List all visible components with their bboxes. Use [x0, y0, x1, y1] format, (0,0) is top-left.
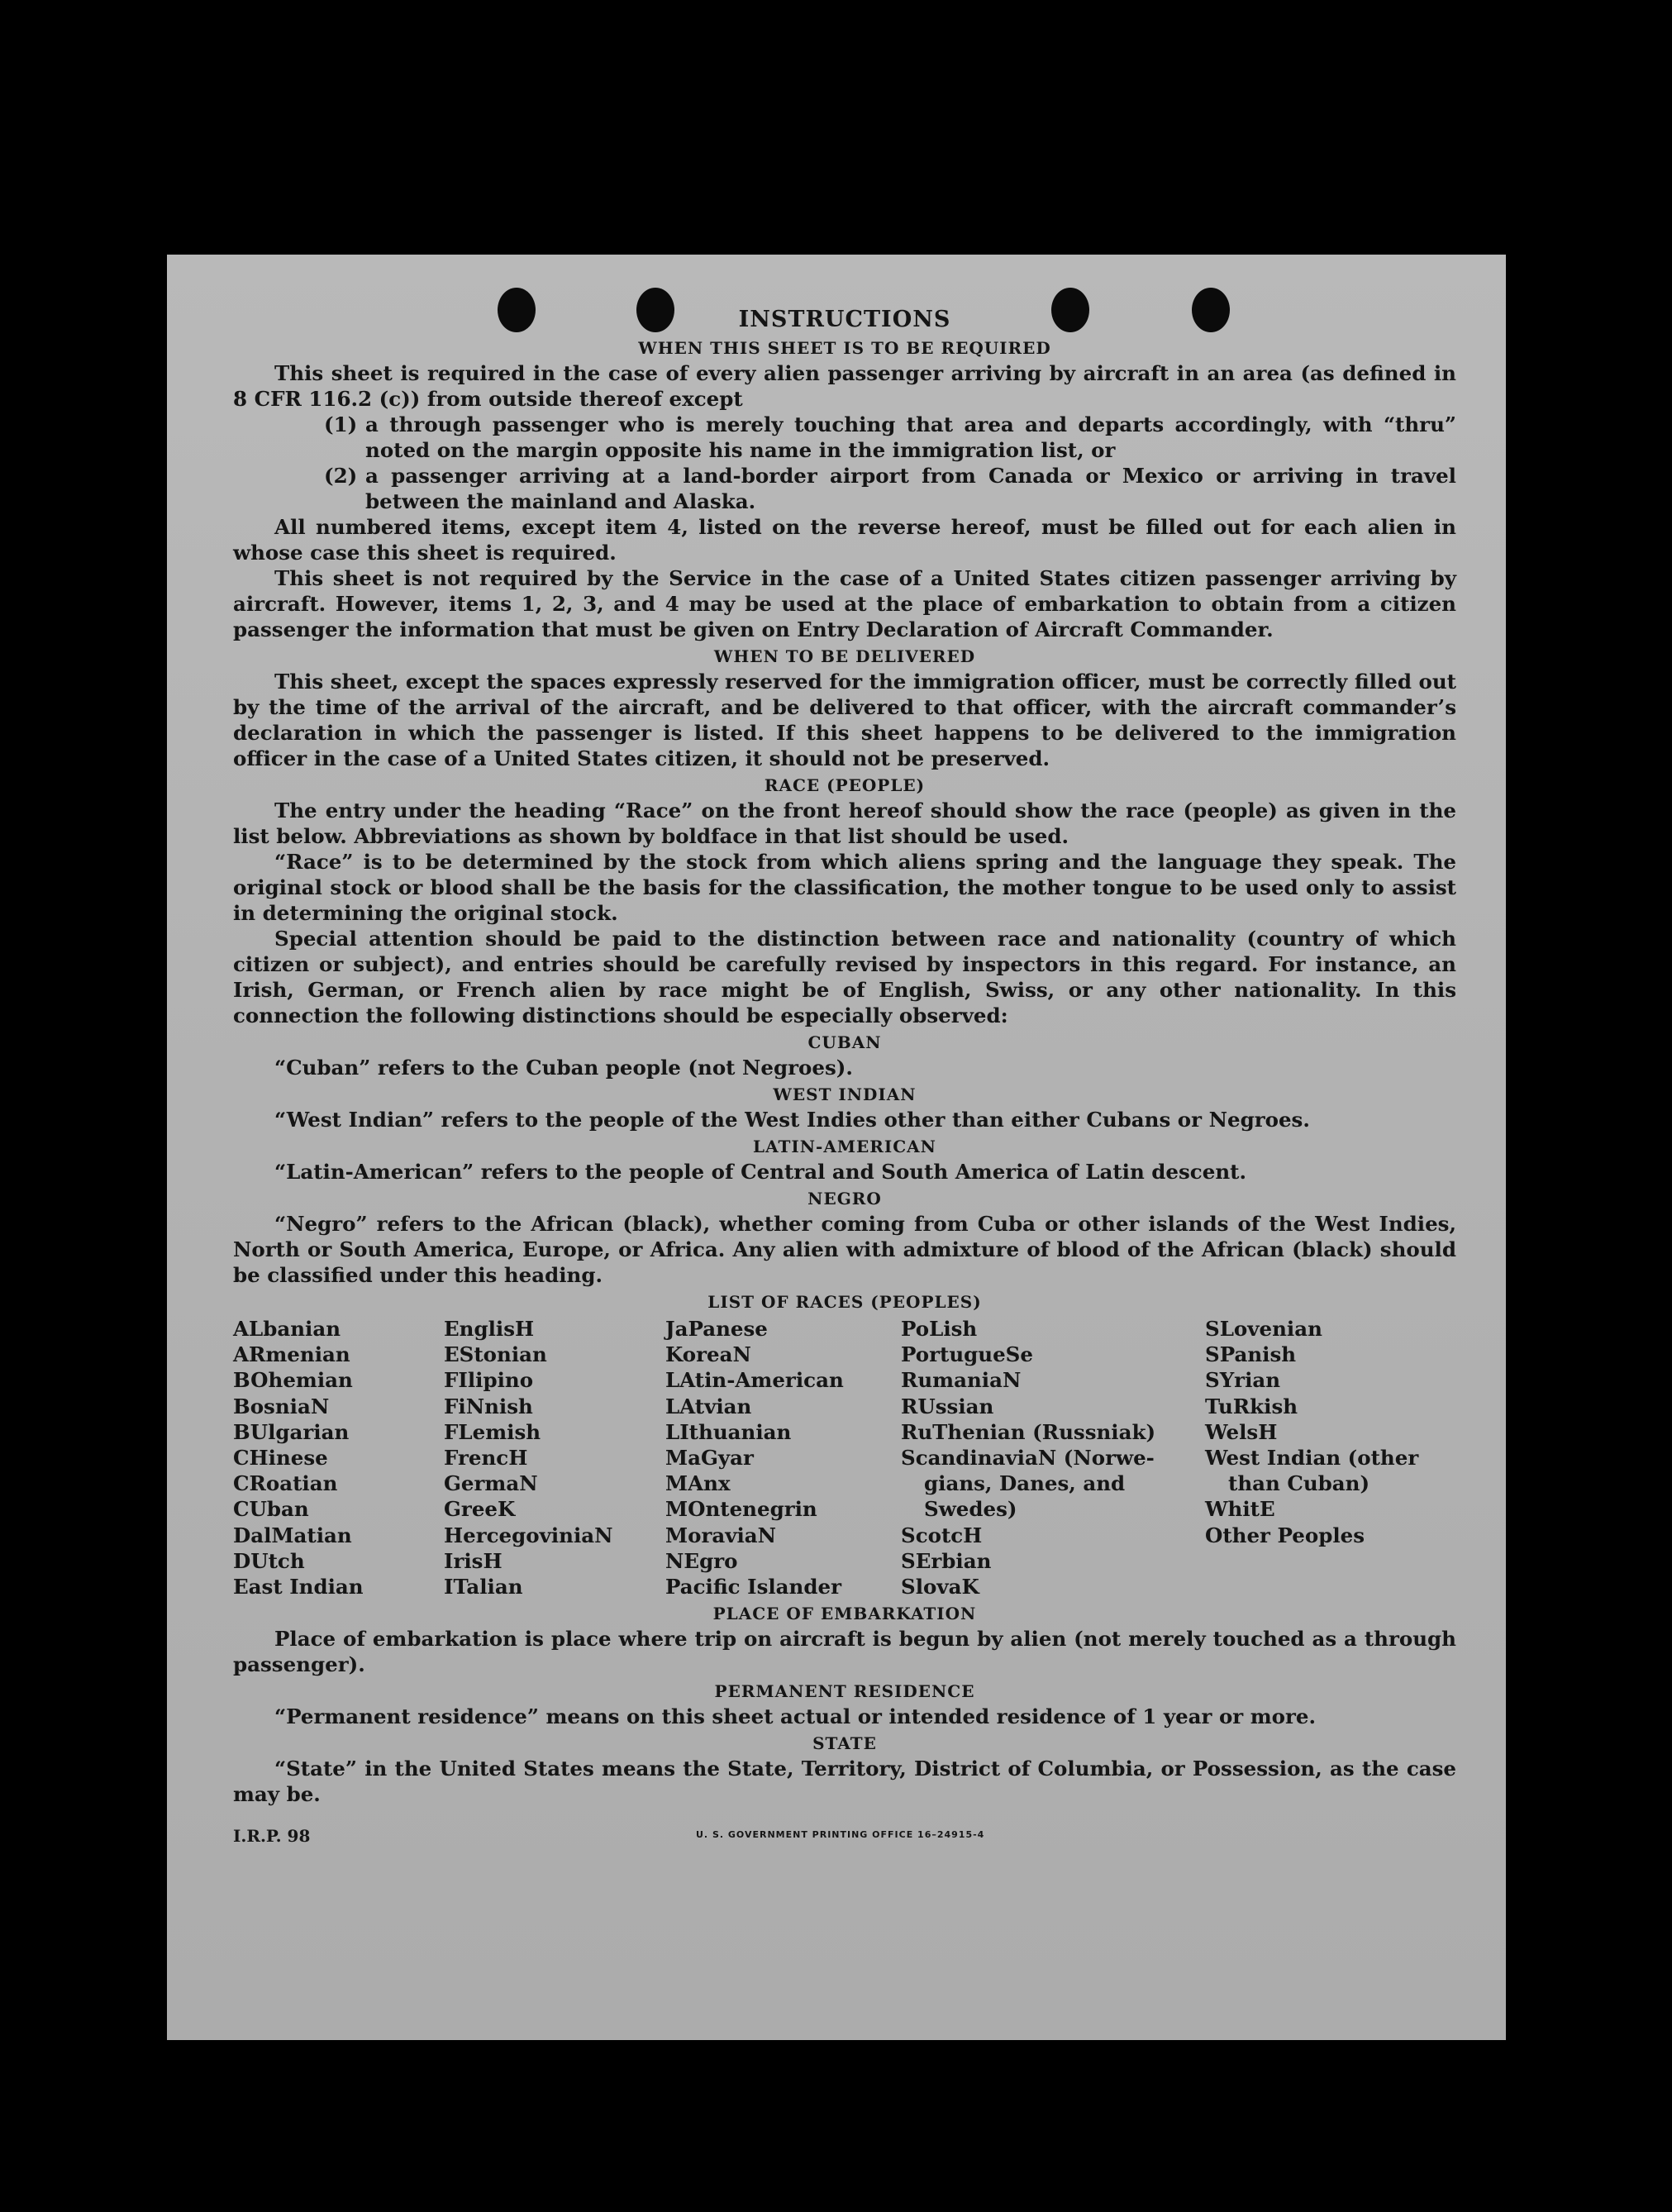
item-number: (1): [324, 412, 358, 436]
paragraph: “Negro” refers to the African (black), whether coming from Cuba or other islands of the West Indies, North or South America, Europe, or Africa. Any alien with admixture of blood of the African (black) should be classified under this heading.: [233, 1212, 1456, 1287]
race-entry: ScandinaviaN (Norwe-: [901, 1446, 1155, 1471]
race-entry: ITalian: [444, 1575, 523, 1599]
item-text: a passenger arriving at a land-border airport from Canada or Mexico or arriving in travel between the mainland and Alaska.: [365, 464, 1456, 513]
section-heading: RACE (PEOPLE): [764, 775, 926, 795]
list-item: [324, 463, 1456, 514]
race-entry: BosniaN: [233, 1394, 330, 1418]
race-entry: NEgro: [665, 1548, 738, 1573]
race-entry: MOntenegrin: [665, 1497, 817, 1522]
paragraph: “Race” is to be determined by the stock from which aliens spring and the language they speak. The original stock or blood shall be the basis for the classification, the mother tongue to be used only to assist in determining the original stock.: [233, 850, 1456, 925]
race-entry: MoraviaN: [665, 1523, 777, 1547]
race-entry: HercegoviniaN: [444, 1523, 613, 1547]
item-text: a through passenger who is merely touching that area and departs accordingly, with “thru” noted on the margin opposite his name in the immigration list, or: [365, 412, 1456, 462]
race-entry: TuRkish: [1205, 1394, 1298, 1418]
race-entry-continued: than Cuban): [1228, 1471, 1370, 1496]
race-entry: SlovaK: [901, 1575, 979, 1599]
section-heading: LATIN-AMERICAN: [753, 1137, 936, 1156]
paragraph: The entry under the heading “Race” on the front hereof should show the race (people) as given in the list below. Abbreviations as shown by boldface in that list should be used.: [233, 799, 1456, 848]
paragraph: This sheet is not required by the Service in the case of a United States citizen passenger arriving by aircraft. However, items 1, 2, 3, and 4 may be used at the place of embarkation to obtain from a citizen passenger the information that must be given on Entry Declaration of Aircraft Commander.: [233, 566, 1456, 641]
race-entry: CRoatian: [233, 1471, 338, 1496]
race-entry-continued: gians, Danes, and: [924, 1471, 1126, 1496]
paragraph: All numbered items, except item 4, listed on the reverse hereof, must be filled out for each alien in whose case this sheet is required.: [233, 515, 1456, 565]
race-entry: FiNnish: [444, 1394, 533, 1418]
race-entry: KoreaN: [665, 1342, 751, 1367]
paragraph: Special attention should be paid to the distinction between race and nationality (country of which citizen or subject), and entries should be carefully revised by inspectors in this regard. For instance, an Irish, German, or French alien by race might be of English, Swiss, or any other nationality. In this connection the following distinctions should be especially observed:: [233, 927, 1456, 1027]
section-heading: NEGRO: [807, 1189, 882, 1208]
race-entry: FrencH: [444, 1446, 528, 1471]
section-heading: PERMANENT RESIDENCE: [714, 1681, 975, 1702]
race-entry: LAtvian: [665, 1394, 752, 1418]
race-entry: ScotcH: [901, 1523, 983, 1547]
races-column: [901, 1316, 1205, 1599]
section-heading: PLACE OF EMBARKATION: [712, 1604, 977, 1624]
race-entry: LAtin-American: [665, 1368, 844, 1393]
race-entry: FLemish: [444, 1419, 541, 1444]
paragraph: “State” in the United States means the State, Territory, District of Columbia, or Possession, as the case may be.: [233, 1757, 1456, 1807]
race-entry: BUlgarian: [233, 1419, 350, 1444]
race-entry: PortugueSe: [901, 1342, 1033, 1367]
race-entry: CUban: [233, 1497, 309, 1522]
race-entry: PoLish: [901, 1317, 978, 1341]
race-entry: GermaN: [444, 1471, 538, 1496]
list-item: [324, 412, 1456, 463]
races-column: [1205, 1316, 1456, 1599]
paragraph: “Latin-American” refers to the people of Central and South America of Latin descent.: [274, 1160, 1246, 1184]
race-entry: RUssian: [901, 1394, 994, 1418]
races-list: [233, 1316, 1456, 1599]
race-entry: SLovenian: [1205, 1317, 1322, 1341]
race-entry: JaPanese: [665, 1317, 768, 1341]
race-entry-continued: Swedes): [924, 1497, 1017, 1522]
paragraph: This sheet is required in the case of every alien passenger arriving by aircraft in an area (as defined in 8 CFR 116.2 (c)) from outside thereof except: [233, 361, 1456, 411]
form-number: I.R.P. 98: [233, 1826, 311, 1847]
race-entry: FIlipino: [444, 1368, 534, 1393]
race-entry: EnglisH: [444, 1317, 535, 1341]
document-sheet: [167, 255, 1506, 2040]
races-column: [444, 1316, 665, 1599]
page-title: INSTRUCTIONS: [738, 307, 951, 332]
race-entry: BOhemian: [233, 1368, 353, 1393]
race-entry: Other Peoples: [1205, 1523, 1365, 1547]
race-entry: ALbanian: [233, 1317, 341, 1341]
race-entry: West Indian (other: [1205, 1446, 1419, 1471]
race-entry: EStonian: [444, 1342, 547, 1367]
races-column: [233, 1316, 444, 1599]
race-entry: DalMatian: [233, 1523, 352, 1547]
footer: [233, 1819, 1456, 1852]
race-entry: SYrian: [1205, 1368, 1281, 1393]
paragraph: “Permanent residence” means on this sheet actual or intended residence of 1 year or more.: [274, 1704, 1317, 1729]
paragraph: “Cuban” refers to the Cuban people (not Negroes).: [274, 1056, 853, 1080]
race-entry: East Indian: [233, 1575, 364, 1599]
race-entry: MaGyar: [665, 1446, 754, 1471]
race-entry: RuThenian (Russniak): [901, 1419, 1156, 1444]
section-heading: WHEN TO BE DELIVERED: [713, 646, 976, 666]
printer-imprint: U. S. GOVERNMENT PRINTING OFFICE 16–24915-4: [696, 1829, 985, 1841]
paragraph: This sheet, except the spaces expressly reserved for the immigration officer, must be correctly filled out by the time of the arrival of the aircraft, and be delivered to that officer, with the aircraft commander’s declaration in which the passenger is listed. If this sheet happens to be delivered to the immigration officer in the case of a United States citizen, it should not be preserved.: [233, 670, 1456, 770]
race-entry: MAnx: [665, 1471, 731, 1496]
instructions-content: [233, 306, 1456, 1852]
race-entry: SErbian: [901, 1548, 992, 1573]
section-heading: LIST OF RACES (PEOPLES): [707, 1292, 982, 1312]
race-entry: GreeK: [444, 1497, 516, 1522]
race-entry: Pacific Islander: [665, 1575, 841, 1599]
races-column: [665, 1316, 901, 1599]
section-heading: WEST INDIAN: [773, 1085, 917, 1104]
section-heading: STATE: [812, 1733, 877, 1754]
race-entry: IrisH: [444, 1548, 503, 1573]
item-number: (2): [324, 464, 358, 488]
race-entry: WhitE: [1205, 1497, 1275, 1522]
race-entry: LIthuanian: [665, 1419, 792, 1444]
paragraph: Place of embarkation is place where trip on aircraft is begun by alien (not merely touched as a through passenger).: [233, 1627, 1456, 1677]
race-entry: CHinese: [233, 1446, 328, 1471]
race-entry: ARmenian: [233, 1342, 350, 1367]
race-entry: DUtch: [233, 1548, 305, 1573]
race-entry: SPanish: [1205, 1342, 1297, 1367]
race-entry: RumaniaN: [901, 1368, 1022, 1393]
race-entry: WelsH: [1205, 1419, 1278, 1444]
section-heading: CUBAN: [807, 1032, 882, 1052]
paragraph: “West Indian” refers to the people of the West Indies other than either Cubans or Negroes.: [274, 1108, 1310, 1132]
section-heading: WHEN THIS SHEET IS TO BE REQUIRED: [638, 338, 1051, 358]
